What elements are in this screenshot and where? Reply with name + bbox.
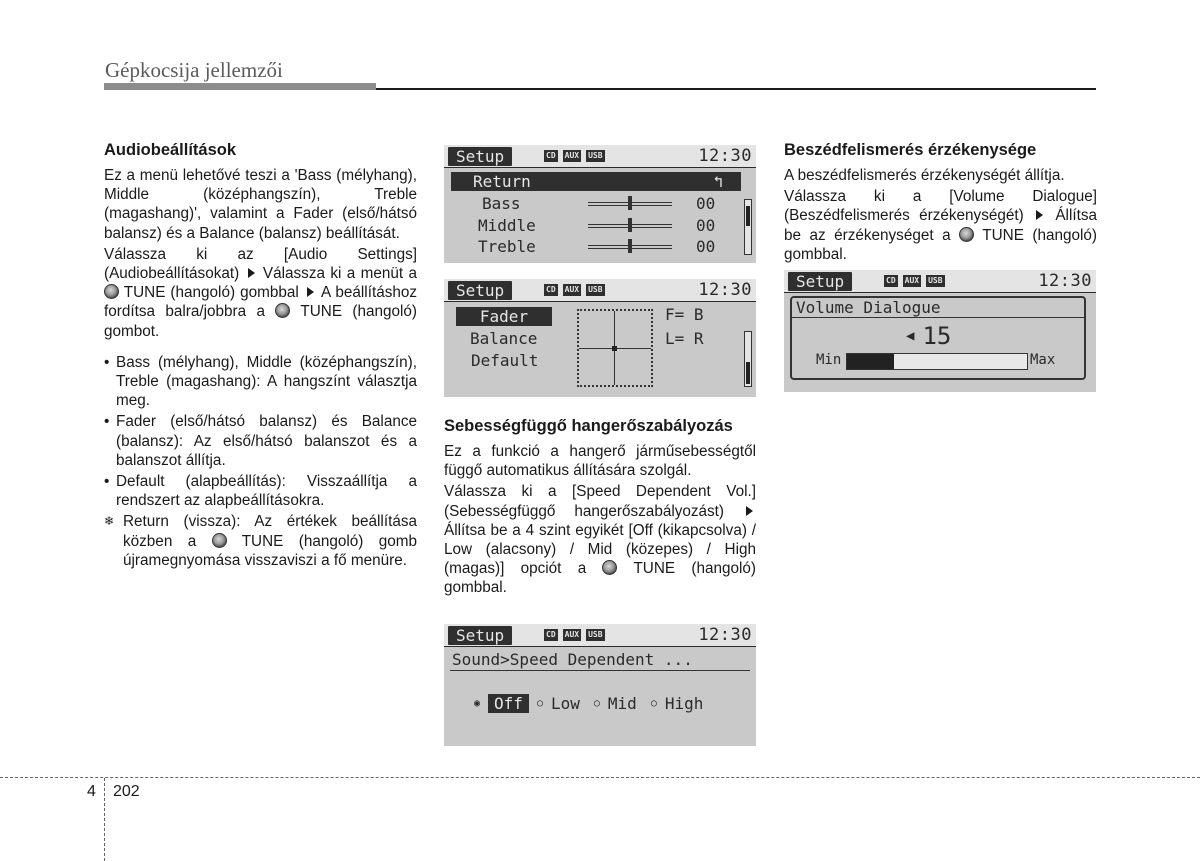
instr-text-b: Válassza ki a menüt a — [262, 265, 417, 283]
instr-text-a: Válassza ki a [Speed Dependent Vol.] (Sebességfüggő hangerőszabályozást) — [444, 483, 756, 520]
scrollbar[interactable] — [744, 331, 752, 387]
screen-status-bar — [444, 624, 756, 647]
path-underline — [450, 670, 750, 671]
note-text-b: TUNE (hangoló) gomb újramegnyomása visszaviszi a fő menüre. — [123, 532, 417, 569]
return-label: Return — [473, 172, 531, 191]
source-badges — [884, 275, 945, 287]
volume-level-fill — [847, 354, 894, 369]
title-underline — [792, 317, 1084, 318]
option-low[interactable]: Low — [550, 694, 580, 713]
page-header-title: Gépkocsija jellemzői — [105, 58, 283, 82]
setup-tab: Setup — [448, 281, 512, 300]
source-badges — [544, 629, 605, 641]
instr-text-b: Állítsa be az érzékenységet a — [784, 207, 1097, 244]
balance-menu-item[interactable]: Balance — [470, 329, 538, 348]
fader-balance-screen — [444, 279, 756, 397]
treble-value: 00 — [696, 237, 716, 256]
clock: 12:30 — [1038, 271, 1092, 291]
middle-label: Middle — [478, 216, 536, 235]
speed-options — [474, 694, 703, 713]
screen-status-bar — [444, 145, 756, 168]
audio-options-list — [104, 353, 417, 570]
footer-dashed-divider — [104, 778, 105, 861]
list-item: • Default (alapbeállítás): Visszaállítja a rendszert az alapbeállításokra. — [104, 472, 417, 510]
setup-tab: Setup — [448, 147, 512, 166]
header-rule — [376, 88, 1096, 90]
usb-badge: USB — [928, 276, 943, 285]
voice-sensitivity-column — [784, 140, 1097, 266]
tune-knob-icon — [275, 303, 290, 318]
list-item: • Bass (mélyhang), Middle (középhangszín), Treble (magashang): A hangszínt választja meg. — [104, 353, 417, 411]
voice-sensitivity-intro: A beszédfelismerés érzékenységét állítja. — [784, 167, 1065, 184]
fader-value: F= B — [665, 305, 704, 324]
fader-menu-item[interactable]: Fader — [456, 307, 552, 326]
tone-settings-screen — [444, 145, 756, 263]
clock: 12:30 — [698, 280, 752, 300]
footer-dashed-rule — [0, 777, 1200, 778]
instr-text-e: TUNE (hangoló) gombot. — [104, 303, 417, 340]
voice-sensitivity-heading: Beszédfelismerés érzékenysége — [784, 141, 1037, 159]
bass-label: Bass — [482, 194, 521, 213]
fader-balance-grid[interactable] — [577, 309, 653, 387]
audio-settings-heading: Audiobeállítások — [104, 141, 237, 159]
source-badges — [544, 150, 605, 162]
usb-badge: USB — [588, 151, 603, 160]
middle-row[interactable] — [478, 216, 536, 235]
clock: 12:30 — [698, 625, 752, 645]
arrow-right-icon — [307, 287, 314, 297]
note-text-a: Return (vissza): Az értékek beállítása közben a — [123, 513, 417, 550]
option-mid[interactable]: Mid — [607, 694, 637, 713]
instr-text-c: TUNE (hangoló) gombbal. — [444, 560, 756, 597]
tune-knob-icon — [959, 227, 974, 242]
treble-label: Treble — [478, 237, 536, 256]
speaker-icon: ◀ — [906, 328, 915, 344]
list-item: • Fader (első/hátsó balansz) és Balance (balansz): Az első/hátsó balanszot és a balanszot állítja. — [104, 412, 417, 470]
min-label: Min — [816, 352, 842, 368]
option-off[interactable]: Off — [488, 694, 529, 713]
scrollbar-thumb[interactable] — [746, 206, 750, 226]
volume-value: 15 — [922, 322, 952, 350]
treble-slider[interactable] — [588, 243, 672, 251]
instr-text-d: A beállításhoz fordítsa balra/jobbra a — [104, 284, 418, 321]
return-icon: ↰ — [713, 172, 723, 191]
radio-icon: ○ — [593, 698, 600, 709]
aux-badge: AUX — [564, 630, 580, 639]
max-label: Max — [1030, 352, 1056, 368]
aux-badge: AUX — [564, 285, 580, 294]
speed-dependent-screen — [444, 624, 756, 746]
aux-badge: AUX — [564, 151, 580, 160]
tune-knob-icon — [212, 533, 227, 548]
volume-level-bar[interactable] — [846, 353, 1028, 370]
return-menu-item[interactable] — [451, 172, 741, 191]
balance-value: L= R — [665, 329, 704, 348]
scrollbar-thumb[interactable] — [746, 362, 750, 384]
volume-dialog-panel — [790, 296, 1086, 380]
arrow-right-icon — [746, 506, 753, 516]
middle-value: 00 — [696, 216, 716, 235]
cd-badge: CD — [546, 151, 556, 160]
arrow-right-icon — [248, 268, 255, 278]
cd-badge: CD — [546, 630, 556, 639]
cd-badge: CD — [546, 285, 556, 294]
speed-volume-heading: Sebességfüggő hangerőszabályozás — [444, 417, 733, 435]
bass-slider[interactable] — [588, 200, 672, 208]
audio-settings-intro: Ez a menü lehetővé teszi a 'Bass (mélyhang), Middle (középhangszín), Treble (magashang)', valamint a Fader (első/hátsó balansz) és a Balance (balansz) beállítását. — [104, 167, 417, 242]
setup-tab: Setup — [788, 272, 852, 291]
option-high[interactable]: High — [664, 694, 704, 713]
aux-badge: AUX — [904, 276, 920, 285]
radio-icon: ○ — [536, 698, 543, 709]
radio-selected-icon: ◉ — [474, 698, 481, 709]
clock: 12:30 — [698, 146, 752, 166]
audio-settings-column — [104, 140, 417, 572]
speed-volume-instructions — [444, 482, 756, 597]
cd-badge: CD — [886, 276, 896, 285]
page-number: 202 — [113, 783, 140, 800]
arrow-right-icon — [1036, 210, 1043, 220]
screen-status-bar — [444, 279, 756, 302]
return-note — [104, 512, 417, 570]
section-number: 4 — [87, 783, 96, 800]
usb-badge: USB — [588, 630, 603, 639]
voice-sensitivity-instructions — [784, 187, 1097, 264]
menu-path: Sound>Speed Dependent ... — [452, 650, 693, 669]
grid-position-marker — [612, 346, 617, 351]
tune-knob-icon — [602, 560, 617, 575]
speed-volume-column — [444, 416, 756, 600]
tune-knob-icon — [104, 284, 119, 299]
middle-slider[interactable] — [588, 222, 672, 230]
volume-dialog-title: Volume Dialogue — [796, 298, 941, 317]
default-menu-item[interactable]: Default — [471, 351, 539, 370]
source-badges — [544, 284, 605, 296]
screen-status-bar — [784, 270, 1096, 293]
speed-volume-intro: Ez a funkció a hangerő járműsebességtől függő automatikus állítására szolgál. — [444, 443, 756, 480]
bass-value: 00 — [696, 194, 716, 213]
audio-settings-instructions — [104, 245, 417, 341]
volume-readout — [906, 322, 951, 350]
instr-text-c: TUNE (hangoló) gombbal. — [784, 226, 1097, 263]
usb-badge: USB — [588, 285, 603, 294]
setup-tab: Setup — [448, 626, 512, 645]
treble-row[interactable] — [478, 237, 536, 256]
scrollbar[interactable] — [744, 199, 752, 255]
volume-dialogue-screen — [784, 270, 1096, 392]
instr-text-a: Válassza ki az [Audio Settings] (Audiobeállításokat) — [104, 245, 417, 283]
radio-icon: ○ — [650, 698, 657, 709]
instr-text-c: TUNE (hangoló) gombbal — [123, 284, 299, 302]
instr-text-a: Válassza ki a [Volume Dialogue] (Beszédfelismerés érzékenységét) — [784, 188, 1097, 225]
instr-text-b: Állítsa be a 4 szint egyikét [Off (kikapcsolva) / Low (alacsony) / Mid (közepes) / High (magas)] opciót a — [444, 521, 756, 578]
header-accent-bar — [104, 83, 376, 90]
